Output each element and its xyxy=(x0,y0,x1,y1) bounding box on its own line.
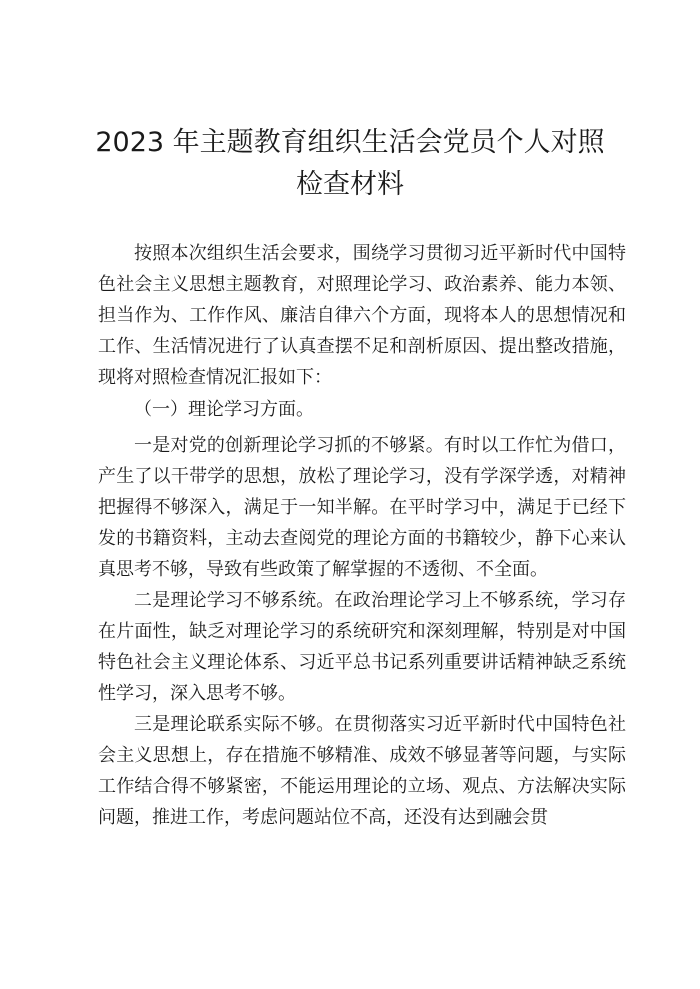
intro-paragraph: 按照本次组织生活会要求，围绕学习贯彻习近平新时代中国特色社会主义思想主题教育，对照理论学习、政治素养、能力本领、担当作为、工作作风、廉洁自律六个方面，现将本人的思想情况和工作、生活情况进行了认真查摆不足和剖析原因、提出整改措施，现将对照检查情况汇报如下： xyxy=(98,243,626,388)
document-title: 2023 年主题教育组织生活会党员个人对照检查材料 xyxy=(95,127,605,200)
paragraph-point-three: 三是理论联系实际不够。在贯彻落实习近平新时代中国特色社会主义思想上，存在措施不够精准、成效不够显著等问题，与实际工作结合得不够紧密，不能运用理论的立场、观点、方法解决实际问题，推进工作，考虑问题站位不高，还没有达到融会贯 xyxy=(98,714,626,828)
paragraph-point-one: 一是对党的创新理论学习抓的不够紧。有时以工作忙为借口，产生了以干带学的思想，放松了理论学习，没有学深学透，对精神把握得不够深入，满足于一知半解。在平时学习中，满足于已经下发的书籍资料，主动去查阅党的理论方面的书籍较少，静下心来认真思考不够，导致有些政策了解掌握的不透彻、不全面。 xyxy=(98,435,626,580)
section-heading-theory-study: （一）理论学习方面。 xyxy=(134,399,314,420)
paragraph-point-two: 二是理论学习不够系统。在政治理论学习上不够系统，学习存在片面性，缺乏对理论学习的系统研究和深刻理解，特别是对中国特色社会主义理论体系、习近平总书记系列重要讲话精神缺乏系统性学习，深入思考不够。 xyxy=(98,590,626,704)
document-body xyxy=(98,238,626,833)
